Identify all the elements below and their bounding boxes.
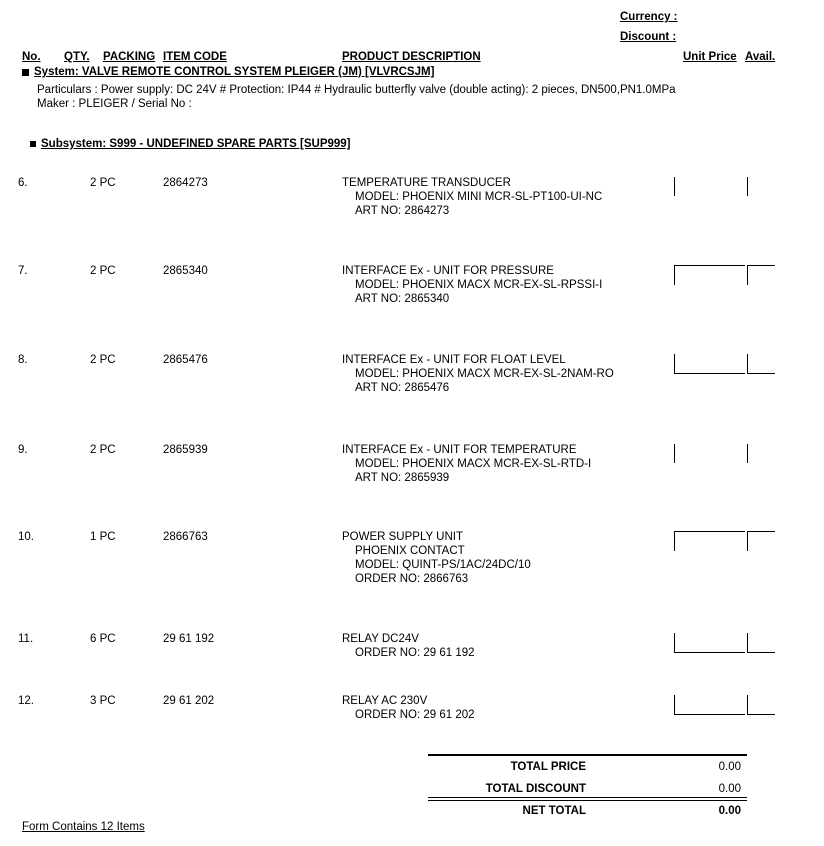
item-description-line: MODEL: PHOENIX MACX MCR-EX-SL-RPSSI-I bbox=[355, 279, 603, 291]
item-description-line: ART NO: 2865476 bbox=[355, 382, 450, 394]
item-description bbox=[342, 443, 667, 485]
item-description bbox=[342, 530, 667, 586]
total-discount-value: 0.00 bbox=[718, 783, 741, 795]
subsystem-bullet-icon bbox=[30, 141, 36, 147]
item-code: 2864273 bbox=[163, 177, 208, 189]
item-description-line: ART NO: 2864273 bbox=[355, 205, 450, 217]
system-particulars: Particulars : Power supply: DC 24V # Protection: IP44 # Hydraulic butterfly valve (double acting): 2 pieces, DN500,PN1.0MPa bbox=[37, 84, 676, 96]
total-price-label: TOTAL PRICE bbox=[510, 761, 586, 773]
item-code: 2866763 bbox=[163, 531, 208, 543]
item-number: 8. bbox=[18, 354, 28, 366]
item-description bbox=[342, 353, 667, 395]
item-description-line: ART NO: 2865340 bbox=[355, 293, 450, 305]
item-description-line: MODEL: QUINT-PS/1AC/24DC/10 bbox=[355, 559, 531, 571]
currency-label: Currency : bbox=[620, 11, 678, 23]
column-header-item-code: ITEM CODE bbox=[163, 51, 227, 63]
avail-cell bbox=[747, 633, 775, 653]
column-header-qty: QTY. bbox=[64, 51, 90, 63]
item-description bbox=[342, 632, 667, 660]
item-number: 7. bbox=[18, 265, 28, 277]
avail-cell bbox=[747, 354, 775, 374]
form-items-count: Form Contains 12 Items bbox=[22, 821, 145, 833]
item-description-line: INTERFACE Ex - UNIT FOR FLOAT LEVEL bbox=[342, 354, 566, 366]
column-header-unit-price: Unit Price bbox=[683, 51, 737, 63]
item-description-line: RELAY DC24V bbox=[342, 633, 419, 645]
item-description bbox=[342, 176, 667, 218]
item-number: 6. bbox=[18, 177, 28, 189]
subsystem-title: Subsystem: S999 - UNDEFINED SPARE PARTS [SUP999] bbox=[41, 138, 351, 150]
item-description-line: RELAY AC 230V bbox=[342, 695, 428, 707]
item-number: 12. bbox=[18, 695, 34, 707]
net-total-label: NET TOTAL bbox=[522, 805, 586, 817]
total-discount-label: TOTAL DISCOUNT bbox=[485, 783, 586, 795]
totals-top-rule bbox=[428, 754, 747, 756]
item-description-line: INTERFACE Ex - UNIT FOR TEMPERATURE bbox=[342, 444, 577, 456]
discount-label: Discount : bbox=[620, 31, 677, 43]
item-number: 10. bbox=[18, 531, 34, 543]
column-header-packing: PACKING bbox=[103, 51, 156, 63]
column-header-product-description: PRODUCT DESCRIPTION bbox=[342, 51, 481, 63]
unit-price-cell bbox=[674, 633, 745, 653]
item-qty: 3 PC bbox=[90, 695, 116, 707]
column-header-no: No. bbox=[22, 51, 41, 63]
item-number: 11. bbox=[18, 633, 34, 645]
item-description-line: TEMPERATURE TRANSDUCER bbox=[342, 177, 511, 189]
unit-price-cell bbox=[674, 444, 745, 463]
item-qty: 1 PC bbox=[90, 531, 116, 543]
item-description-line: ORDER NO: 29 61 202 bbox=[355, 709, 475, 721]
item-code: 2865340 bbox=[163, 265, 208, 277]
unit-price-cell bbox=[674, 177, 745, 196]
item-description-line: ORDER NO: 29 61 192 bbox=[355, 647, 475, 659]
item-code: 2865939 bbox=[163, 444, 208, 456]
item-qty: 2 PC bbox=[90, 354, 116, 366]
unit-price-cell bbox=[674, 265, 745, 285]
item-description-line: ORDER NO: 2866763 bbox=[355, 573, 469, 585]
item-description-line: MODEL: PHOENIX MINI MCR-SL-PT100-UI-NC bbox=[355, 191, 603, 203]
item-description bbox=[342, 264, 667, 306]
item-number: 9. bbox=[18, 444, 28, 456]
item-description-line: INTERFACE Ex - UNIT FOR PRESSURE bbox=[342, 265, 554, 277]
unit-price-cell bbox=[674, 354, 745, 374]
item-description-line: POWER SUPPLY UNIT bbox=[342, 531, 463, 543]
item-qty: 2 PC bbox=[90, 444, 116, 456]
item-qty: 2 PC bbox=[90, 177, 116, 189]
avail-cell bbox=[747, 177, 775, 196]
column-header-avail: Avail. bbox=[745, 51, 776, 63]
net-total-value: 0.00 bbox=[718, 805, 741, 817]
avail-cell bbox=[747, 444, 775, 463]
item-description bbox=[342, 694, 667, 722]
item-description-line: MODEL: PHOENIX MACX MCR-EX-SL-2NAM-RO bbox=[355, 368, 614, 380]
totals-double-rule bbox=[428, 797, 747, 801]
item-qty: 6 PC bbox=[90, 633, 116, 645]
avail-cell bbox=[747, 265, 775, 285]
item-code: 2865476 bbox=[163, 354, 208, 366]
system-title: System: VALVE REMOTE CONTROL SYSTEM PLEIGER (JM) [VLVRCSJM] bbox=[34, 66, 435, 78]
unit-price-cell bbox=[674, 531, 745, 551]
item-code: 29 61 202 bbox=[163, 695, 215, 707]
item-description-line: ART NO: 2865939 bbox=[355, 472, 450, 484]
item-description-line: PHOENIX CONTACT bbox=[355, 545, 465, 557]
system-maker: Maker : PLEIGER / Serial No : bbox=[37, 98, 192, 110]
item-description-line: MODEL: PHOENIX MACX MCR-EX-SL-RTD-I bbox=[355, 458, 592, 470]
item-code: 29 61 192 bbox=[163, 633, 215, 645]
avail-cell bbox=[747, 531, 775, 551]
unit-price-cell bbox=[674, 695, 745, 715]
system-bullet-icon bbox=[22, 69, 29, 76]
avail-cell bbox=[747, 695, 775, 715]
item-qty: 2 PC bbox=[90, 265, 116, 277]
total-price-value: 0.00 bbox=[718, 761, 741, 773]
